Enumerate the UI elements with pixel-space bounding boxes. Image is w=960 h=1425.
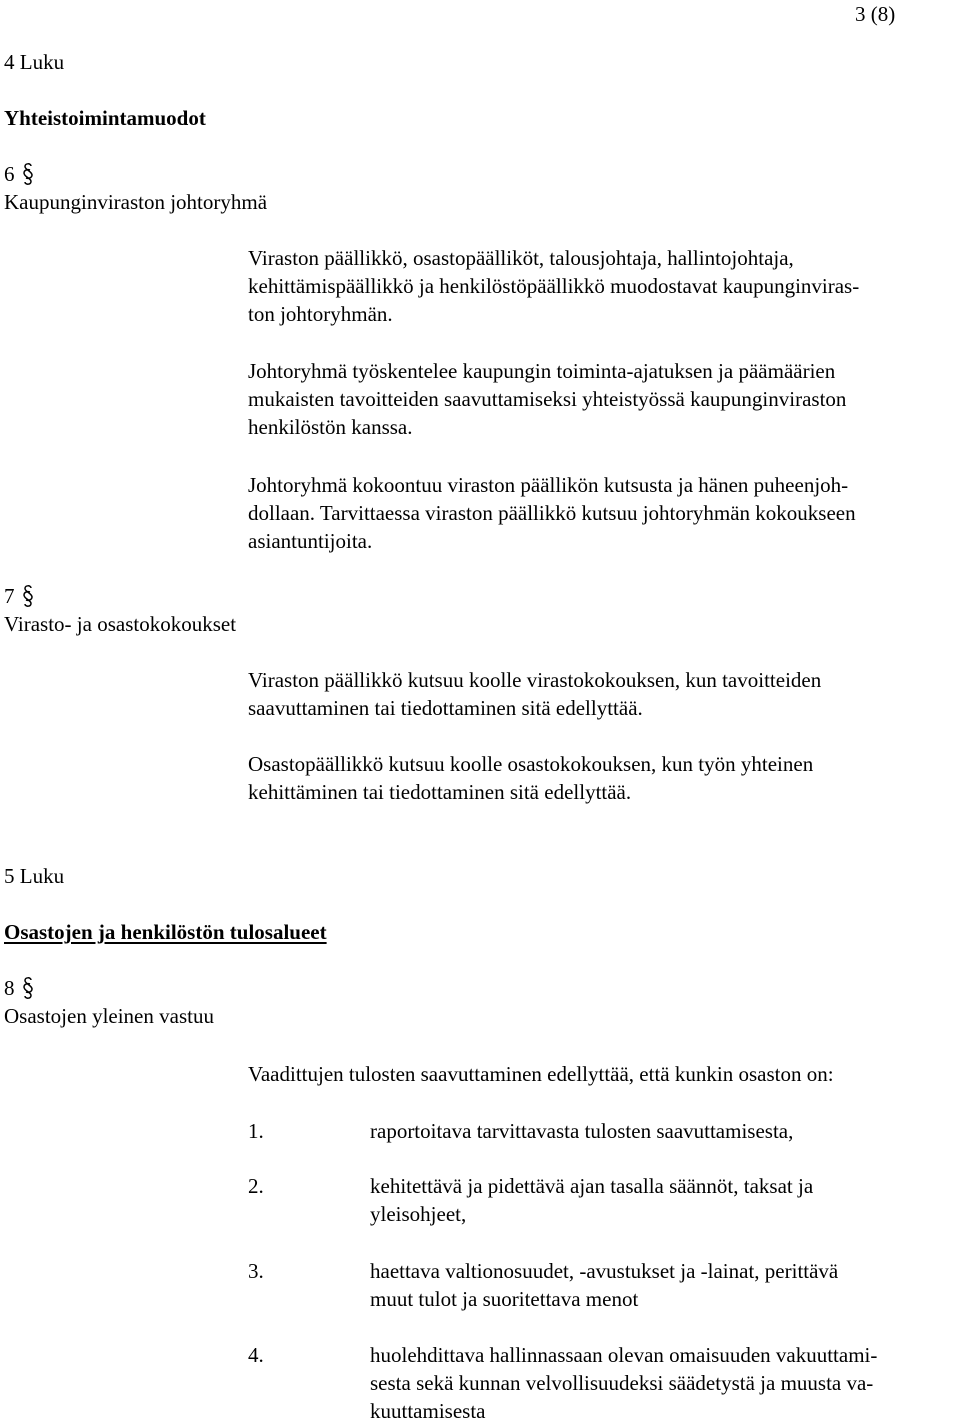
text-line: henkilöstön kanssa. (248, 415, 413, 439)
text-line: haettava valtionosuudet, -avustukset ja -lainat, perittävä (370, 1259, 839, 1283)
section-sign-icon (21, 582, 35, 610)
text-line: huolehdittava hallinnassaan olevan omaisuuden vakuuttami- (370, 1343, 878, 1367)
text-line: kehitettävä ja pidettävä ajan tasalla säännöt, taksat ja (370, 1174, 814, 1198)
text-line: asiantuntijoita. (248, 529, 373, 553)
list-item-number: 4. (248, 1343, 264, 1367)
list-item (370, 1117, 954, 1145)
text-line: ton johtoryhmän. (248, 302, 393, 326)
text-line: kuuttamisesta (370, 1399, 486, 1423)
text-line: Johtoryhmä työskentelee kaupungin toiminta-ajatuksen ja päämäärien (248, 359, 836, 383)
text-line: mukaisten tavoitteiden saavuttamiseksi yhteistyössä kaupunginviraston (248, 387, 847, 411)
text-line: Viraston päällikkö kutsuu koolle virastokokouksen, kun tavoitteiden (248, 668, 822, 692)
section-7-number: 7 (4, 584, 15, 608)
text-line: kehittäminen tai tiedottaminen sitä edellyttää. (248, 780, 632, 804)
text-line: dollaan. Tarvittaessa viraston päällikkö kutsuu johtoryhmän kokoukseen (248, 501, 856, 525)
text-line: kehittämispäällikkö ja henkilöstöpäällikkö muodostavat kaupunginviras- (248, 274, 860, 298)
section-8-title: Osastojen yleinen vastuu (4, 1004, 214, 1028)
text-line: yleisohjeet, (370, 1202, 467, 1226)
section-8-number: 8 (4, 976, 15, 1000)
text-line: saavuttaminen tai tiedottaminen sitä edellyttää. (248, 696, 643, 720)
list-item-number: 1. (248, 1119, 264, 1143)
section-6-title: Kaupunginviraston johtoryhmä (4, 190, 268, 214)
section-6-heading (4, 160, 35, 188)
section-6-paragraph-3 (248, 471, 954, 555)
page-number: 3 (8) (855, 2, 896, 26)
section-sign-icon (21, 974, 35, 1002)
section-7-heading (4, 582, 35, 610)
section-7-paragraph-2 (248, 750, 954, 806)
section-6-number: 6 (4, 162, 15, 186)
text-line: Viraston päällikkö, osastopäälliköt, talousjohtaja, hallintojohtaja, (248, 246, 794, 270)
chapter-5-title: Osastojen ja henkilöstön tulosalueet (4, 920, 327, 944)
chapter-4-title: Yhteistoimintamuodot (4, 106, 206, 130)
section-8-intro: Vaadittujen tulosten saavuttaminen edellyttää, että kunkin osaston on: (248, 1062, 834, 1086)
section-6-paragraph-2 (248, 357, 954, 441)
section-6-paragraph-1 (248, 244, 954, 328)
text-line: sesta sekä kunnan velvollisuudeksi säädetystä ja muusta va- (370, 1371, 874, 1395)
list-item-number: 2. (248, 1174, 264, 1198)
list-item-number: 3. (248, 1259, 264, 1283)
text-line: muut tulot ja suoritettava menot (370, 1287, 639, 1311)
section-7-title: Virasto- ja osastokokoukset (4, 612, 237, 636)
chapter-5-label: 5 Luku (4, 864, 65, 888)
list-item (370, 1172, 954, 1228)
text-line: raportoitava tarvittavasta tulosten saavuttamisesta, (370, 1119, 794, 1143)
text-line: Johtoryhmä kokoontuu viraston päällikön kutsusta ja hänen puheenjoh- (248, 473, 849, 497)
text-line: Osastopäällikkö kutsuu koolle osastokokouksen, kun työn yhteinen (248, 752, 814, 776)
section-7-paragraph-1 (248, 666, 954, 722)
section-sign-icon (21, 160, 35, 188)
section-8-heading (4, 974, 35, 1002)
list-item (370, 1257, 954, 1313)
list-item (370, 1341, 954, 1425)
chapter-4-label: 4 Luku (4, 50, 65, 74)
